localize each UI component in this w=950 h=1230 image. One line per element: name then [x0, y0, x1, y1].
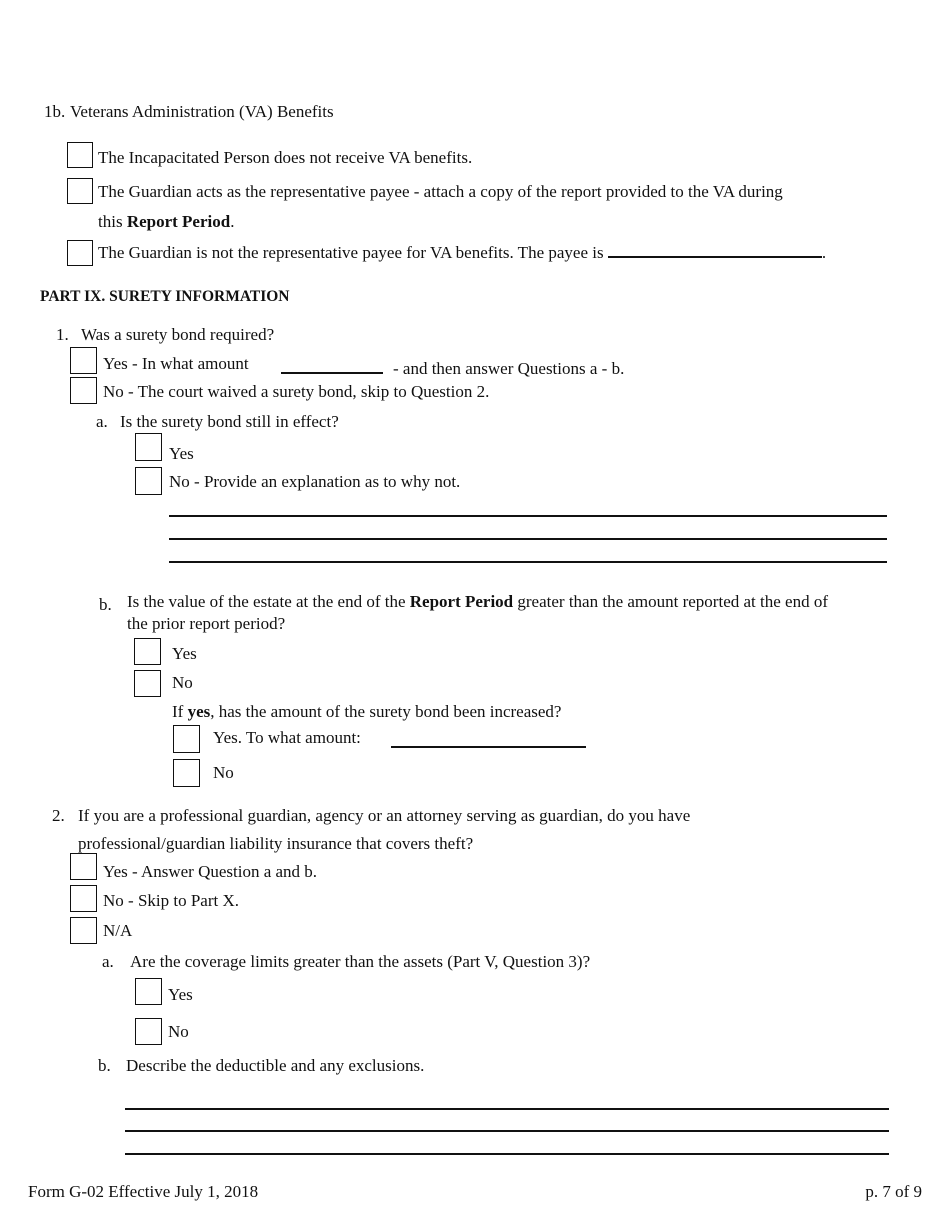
qb-increased-yes-label: Yes. To what amount:: [213, 728, 361, 747]
qa-no-label: No - Provide an explanation as to why not.: [169, 472, 461, 491]
va-not-payee-label: The Guardian is not the representative payee for VA benefits. The payee is .: [98, 243, 827, 262]
footer-page-number: p. 7 of 9: [865, 1182, 922, 1201]
q2a-text: Are the coverage limits greater than the assets (Part V, Question 3)?: [130, 952, 591, 971]
q2b-description-line-3[interactable]: [125, 1153, 889, 1155]
qb-no-checkbox[interactable]: [134, 670, 161, 697]
q2-yes-checkbox[interactable]: [70, 853, 97, 880]
qb-if-yes-text: If yes, has the amount of the surety bond been increased?: [172, 702, 562, 721]
q2-yes-label: Yes - Answer Question a and b.: [103, 862, 318, 881]
qb-increased-no-checkbox[interactable]: [173, 759, 200, 787]
q2a-yes-label: Yes: [168, 985, 193, 1004]
qa-explanation-line-3[interactable]: [169, 561, 887, 563]
q2a-number: a.: [102, 952, 114, 971]
va-payee-name-field[interactable]: [608, 242, 822, 258]
qb-text: Is the value of the estate at the end of the Report Period greater than the amount reported at the end of: [127, 592, 828, 611]
q2-number: 2.: [52, 806, 65, 825]
va-no-benefits-label: The Incapacitated Person does not receive VA benefits.: [98, 148, 473, 167]
q2-na-checkbox[interactable]: [70, 917, 97, 944]
va-rep-payee-label-cont: this Report Period.: [98, 212, 235, 231]
va-not-payee-checkbox[interactable]: [67, 240, 93, 266]
qb-no-label: No: [172, 673, 193, 692]
va-rep-payee-label: The Guardian acts as the representative payee - attach a copy of the report provided to the VA during: [98, 182, 783, 201]
q1-text: Was a surety bond required?: [81, 325, 275, 344]
va-section-number: 1b.: [44, 102, 66, 121]
qb-increased-no-label: No: [213, 763, 234, 782]
q1-yes-checkbox[interactable]: [70, 347, 97, 374]
q1-amount-field[interactable]: [281, 372, 383, 374]
qa-yes-checkbox[interactable]: [135, 433, 162, 461]
qa-yes-label: Yes: [169, 444, 194, 463]
q2-no-checkbox[interactable]: [70, 885, 97, 912]
q2b-description-line-2[interactable]: [125, 1130, 889, 1132]
qa-number: a.: [96, 412, 108, 431]
q2-text-cont: professional/guardian liability insurance that covers theft?: [78, 834, 474, 853]
qa-text: Is the surety bond still in effect?: [120, 412, 339, 431]
qa-no-checkbox[interactable]: [135, 467, 162, 495]
q2b-description-line-1[interactable]: [125, 1108, 889, 1110]
q2a-no-label: No: [168, 1022, 189, 1041]
va-rep-payee-checkbox[interactable]: [67, 178, 93, 204]
q2a-yes-checkbox[interactable]: [135, 978, 162, 1005]
va-section-heading: Veterans Administration (VA) Benefits: [70, 102, 334, 121]
qb-number: b.: [99, 595, 112, 614]
qa-explanation-line-2[interactable]: [169, 538, 887, 540]
footer-form-id: Form G-02 Effective July 1, 2018: [28, 1182, 259, 1201]
q1-yes-followup: - and then answer Questions a - b.: [393, 359, 625, 378]
qa-explanation-line-1[interactable]: [169, 515, 887, 517]
q2-no-label: No - Skip to Part X.: [103, 891, 239, 910]
q1-yes-label: Yes - In what amount: [103, 354, 249, 373]
va-no-benefits-checkbox[interactable]: [67, 142, 93, 168]
q2b-text: Describe the deductible and any exclusions.: [126, 1056, 425, 1075]
qb-yes-label: Yes: [172, 644, 197, 663]
q2b-number: b.: [98, 1056, 111, 1075]
q2-text: If you are a professional guardian, agency or an attorney serving as guardian, do you have: [78, 806, 691, 825]
q2-na-label: N/A: [103, 921, 133, 940]
qb-yes-checkbox[interactable]: [134, 638, 161, 665]
part-ix-title: PART IX. SURETY INFORMATION: [40, 288, 290, 305]
qb-text-cont: the prior report period?: [127, 614, 286, 633]
q1-no-checkbox[interactable]: [70, 377, 97, 404]
qb-increased-amount-field[interactable]: [391, 746, 586, 748]
q1-number: 1.: [56, 325, 69, 344]
q2a-no-checkbox[interactable]: [135, 1018, 162, 1045]
q1-no-label: No - The court waived a surety bond, skip to Question 2.: [103, 382, 490, 401]
qb-increased-yes-checkbox[interactable]: [173, 725, 200, 753]
